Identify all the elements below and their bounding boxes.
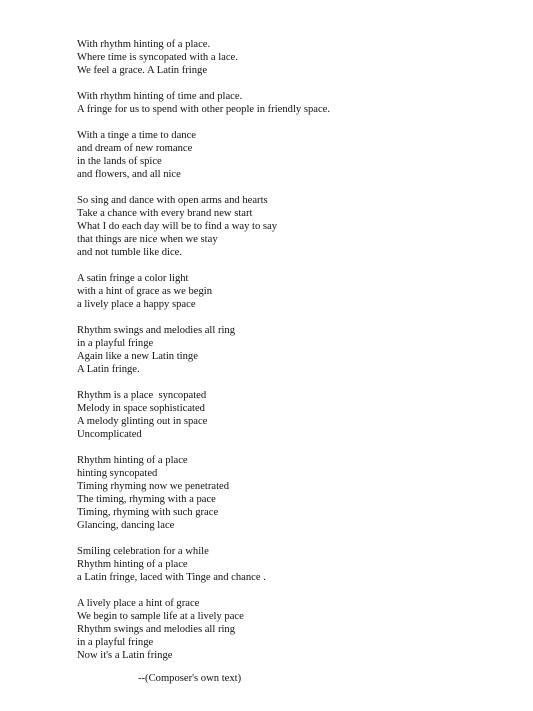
- poem-line: A satin fringe a color light: [77, 273, 189, 284]
- poem-line: Rhythm is a place syncopated: [77, 390, 207, 401]
- stanza-3: [77, 129, 507, 181]
- poem-line: Rhythm hinting of a place: [77, 455, 188, 466]
- stanza-1: [77, 38, 507, 77]
- poem-line: that things are nice when we stay: [77, 234, 218, 245]
- poem-body: [77, 38, 507, 675]
- poem-line: What I do each day will be to find a way to say: [77, 221, 278, 232]
- poem-line: in a playful fringe: [77, 338, 154, 349]
- poem-line: Again like a new Latin tinge: [77, 351, 198, 362]
- poem-line: Glancing, dancing lace: [77, 520, 175, 531]
- poem-line: With a tinge a time to dance: [77, 130, 197, 141]
- poem-line: in the lands of spice: [77, 156, 162, 167]
- stanza-8: [77, 454, 507, 532]
- poem-line: A lively place a hint of grace: [77, 598, 200, 609]
- poem-line: Rhythm swings and melodies all ring: [77, 325, 236, 336]
- poem-line: with a hint of grace as we begin: [77, 286, 213, 297]
- stanza-6: [77, 324, 507, 376]
- poem-line: The timing, rhyming with a pace: [77, 494, 216, 505]
- poem-line: A Latin fringe.: [77, 364, 140, 375]
- poem-line: Melody in space sophisticated: [77, 403, 205, 414]
- stanza-5: [77, 272, 507, 311]
- stanza-9: [77, 545, 507, 584]
- poem-line: So sing and dance with open arms and hearts: [77, 195, 268, 206]
- poem-line: Uncomplicated: [77, 429, 142, 440]
- poem-line: Timing rhyming now we penetrated: [77, 481, 230, 492]
- stanza-10: [77, 597, 507, 662]
- poem-line: Rhythm hinting of a place: [77, 559, 188, 570]
- poem-line: in a playful fringe: [77, 637, 154, 648]
- poem-line: a Latin fringe, laced with Tinge and chance .: [77, 572, 266, 583]
- poem-line: We feel a grace. A Latin fringe: [77, 65, 208, 76]
- poem-line: Take a chance with every brand new start: [77, 208, 253, 219]
- poem-line: and not tumble like dice.: [77, 247, 183, 258]
- poem-line: Smiling celebration for a while: [77, 546, 209, 557]
- poem-line: We begin to sample life at a lively pace: [77, 611, 244, 622]
- poem-line: A melody glinting out in space: [77, 416, 208, 427]
- poem-line: Timing, rhyming with such grace: [77, 507, 219, 518]
- attribution-text: --(Composer's own text): [138, 673, 242, 684]
- poem-line: hinting syncopated: [77, 468, 158, 479]
- poem-line: and flowers, and all nice: [77, 169, 181, 180]
- poem-line: a lively place a happy space: [77, 299, 196, 310]
- poem-line: With rhythm hinting of a place.: [77, 39, 211, 50]
- poem-line: Now it's a Latin fringe: [77, 650, 173, 661]
- poem-line: A fringe for us to spend with other people in friendly space.: [77, 104, 331, 115]
- stanza-4: [77, 194, 507, 259]
- poem-line: Rhythm swings and melodies all ring: [77, 624, 236, 635]
- stanza-2: [77, 90, 507, 116]
- poem-line: Where time is syncopated with a lace.: [77, 52, 238, 63]
- poem-line: With rhythm hinting of time and place.: [77, 91, 243, 102]
- stanza-7: [77, 389, 507, 441]
- poem-line: and dream of new romance: [77, 143, 193, 154]
